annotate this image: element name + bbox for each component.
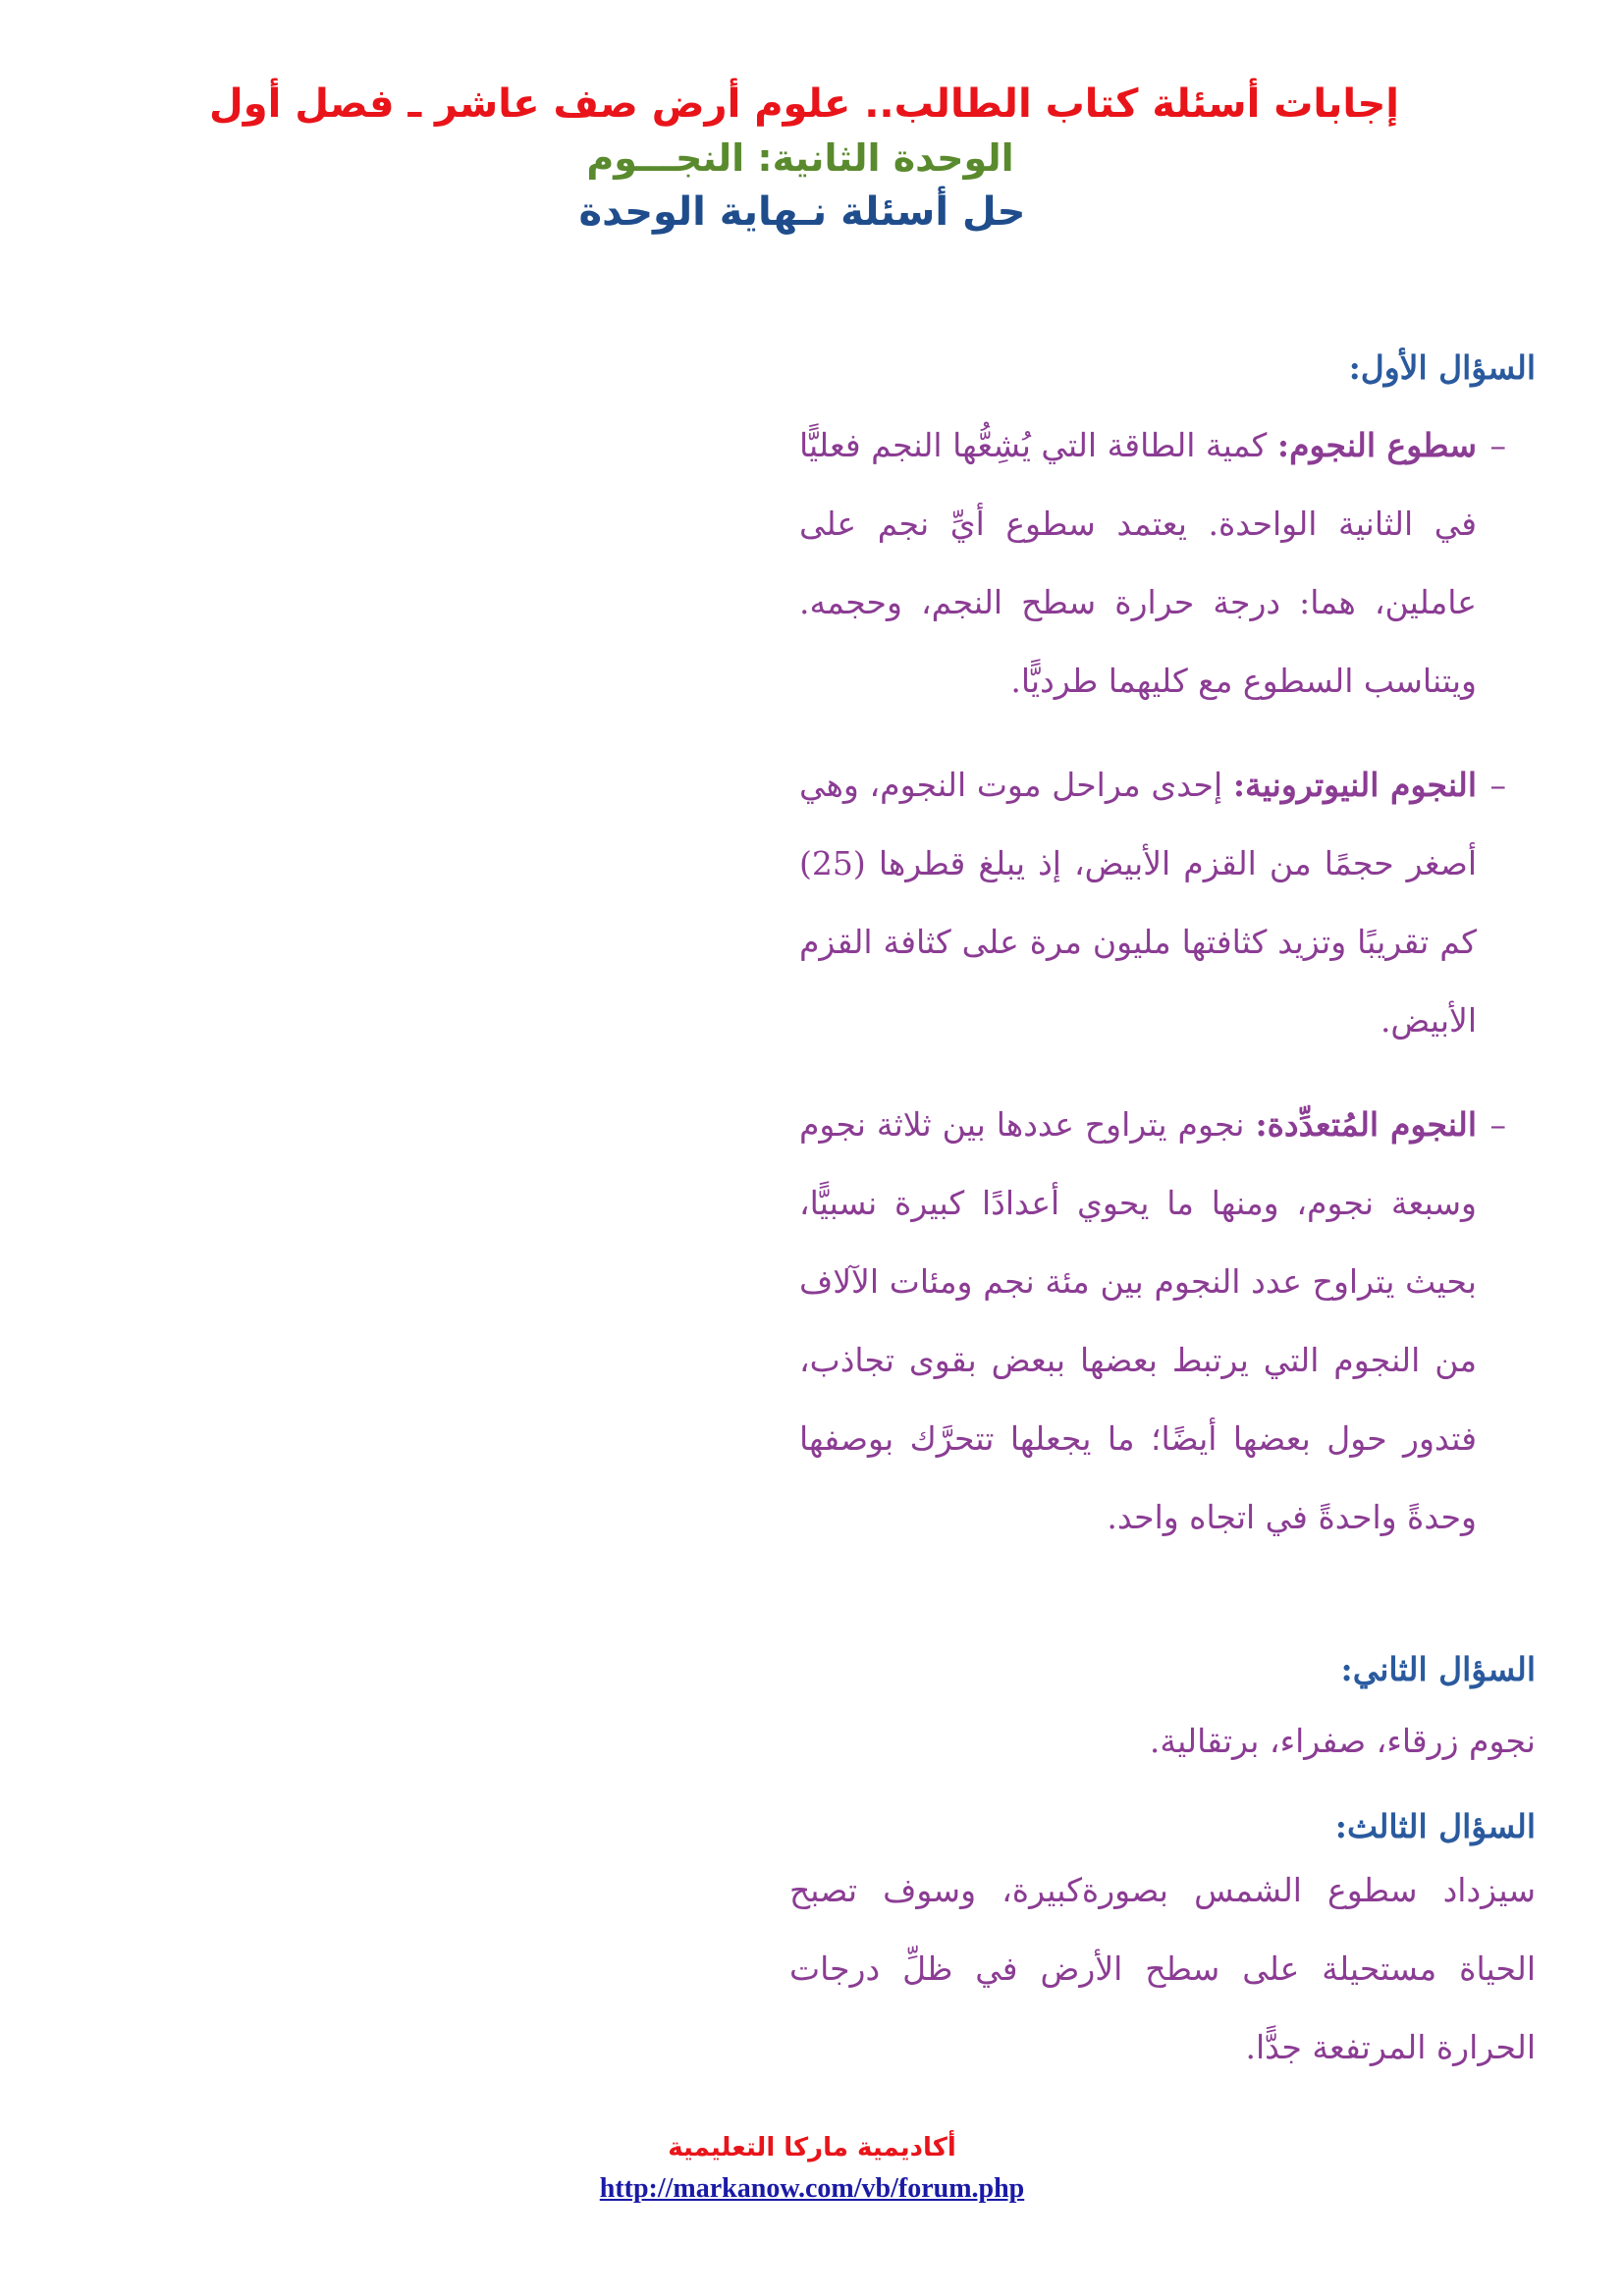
section-subtitle: حل أسئلة نـهاية الوحدة: [578, 189, 1026, 235]
list-item: [799, 406, 1506, 721]
footer-organization: أكاديمية ماركا التعليمية: [668, 2133, 956, 2163]
term-definition: كمية الطاقة التي يُشِعُّها النجم فعليًّا في الثانية الواحدة. يعتمد سطوع أيِّ نجم على عاملين، هما: درجة حرارة سطح النجم، وحجمه. ويتناسب السطوع مع كليهما طرديًّا.: [799, 426, 1477, 700]
dash-bullet: –: [1489, 1105, 1506, 1144]
question-2-answer: نجوم زرقاء، صفراء، برتقالية.: [1149, 1722, 1536, 1760]
term-label: النجوم النيوترونية:: [1232, 766, 1478, 804]
footer-link[interactable]: http://markanow.com/vb/forum.php: [599, 2173, 1025, 2204]
term-definition: إحدى مراحل موت النجوم، وهي أصغر حجمًا من القزم الأبيض، إذ يبلغ قطرها (25) كم تقريبًا وتزيد كثافتها مليون مرة على كثافة القزم الأبيض.: [799, 766, 1477, 1040]
answers-content: [554, 344, 1536, 2087]
question-1-list: [799, 406, 1506, 1557]
dash-bullet: –: [1489, 766, 1506, 804]
question-3-heading: السؤال الثالث:: [1334, 1807, 1536, 1845]
question-2: [554, 1645, 1536, 1781]
term-definition: نجوم يتراوح عددها بين ثلاثة نجوم وسبعة نجوم، ومنها ما يحوي أعدادًا كبيرة نسبيًّا، بحيث يتراوح عدد النجوم بين مئة نجم ومئات الآلاف من النجوم التي يرتبط بعضها ببعض بقوى تجاذب، فتدور حول بعضها أيضًا؛ ما يجعلها تتحرَّك بوصفها وحدةً واحدةً في اتجاه واحد.: [799, 1105, 1477, 1536]
list-item: [799, 746, 1506, 1060]
question-3: [554, 1802, 1536, 2087]
term-label: سطوع النجوم:: [1276, 426, 1478, 464]
document-footer: [0, 2128, 1624, 2209]
document-title: إجابات أسئلة كتاب الطالب.. علوم أرض صف عاشر ـ فصل أول: [209, 81, 1399, 127]
unit-title: الوحدة الثانية: النجـــوم: [586, 136, 1014, 180]
question-1-heading: السؤال الأول:: [1348, 348, 1536, 387]
document-header: [0, 77, 1624, 240]
question-2-heading: السؤال الثاني:: [1340, 1650, 1536, 1688]
question-1: [554, 344, 1536, 1557]
term-label: النجوم المُتعدِّدة:: [1255, 1105, 1477, 1144]
dash-bullet: –: [1489, 426, 1506, 464]
list-item: [799, 1086, 1506, 1557]
question-3-answer: سيزداد سطوع الشمس بصورةكبيرة، وسوف تصبح الحياة مستحيلة على سطح الأرض في ظلِّ درجات الحرارة المرتفعة جدًّا.: [789, 1871, 1536, 2066]
